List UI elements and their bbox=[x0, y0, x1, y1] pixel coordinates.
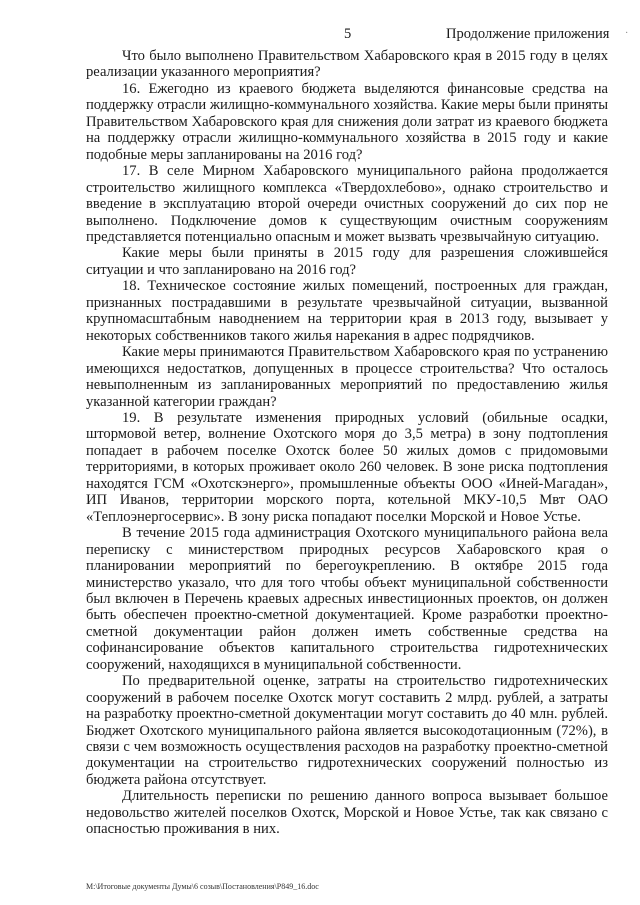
paragraph: По предварительной оценке, затраты на строительство гидротехнических сооружений в рабочем поселке Охотск могут составить 2 млрд. рублей, а затраты на разработку проектно-сметной документации могут составить до 40 млн. рублей. Бюджет Охотского муниципального района является высокодотационным (72%), в связи с чем возможность осуществления расходов на разработку проектно-сметной документации на строительство гидротехнических сооружений полностью из бюджета района отсутствует. bbox=[86, 673, 608, 788]
page-number: 5 bbox=[344, 26, 352, 42]
document-body bbox=[86, 48, 608, 838]
continuation-note: Продолжение приложения bbox=[446, 26, 610, 42]
paragraph: В течение 2015 года администрация Охотского муниципального района вела переписку с министерством природных ресурсов Хабаровского края о планировании мероприятий по берегоукреплению. В октябре 2015 года министерство указало, что для того чтобы объект муниципальной собственности был включен в Перечень краевых адресных инвестиционных проектов, он должен быть обеспечен проектно-сметной документацией. Кроме разработки проектно-сметной документации район должен иметь собственные средства на софинансирование объектов капитального строительства гидротехнических сооружений, находящихся в муниципальной собственности. bbox=[86, 525, 608, 673]
paragraph: 19. В результате изменения природных условий (обильные осадки, штормовой ветер, волнение Охотского моря до 3,5 метра) в зону подтопления попадает в рабочем поселке Охотск более 50 жилых домов с придомовыми территориями, в которых проживает около 260 человек. В зоне риска подтопления находятся ГСМ «Охотскэнерго», промышленные объекты ООО «Иней-Магадан», ИП Иванов, территории морского порта, котельной МКУ-10,5 Мвт ОАО «Теплоэнергосервис». В зону риска попадают поселки Морской и Новое Устье. bbox=[86, 409, 608, 525]
footer-file-path: M:\Итоговые документы Думы\6 созыв\Постановления\P849_16.doc bbox=[86, 882, 319, 891]
paragraph: Какие меры были приняты в 2015 году для разрешения сложившейся ситуации и что запланировано на 2016 год? bbox=[86, 245, 608, 278]
paragraph: Длительность переписки по решению данного вопроса вызывает большое недовольство жителей поселков Охотск, Морской и Новое Устье, так как связано с опасностью проживания в них. bbox=[86, 788, 608, 838]
page-header bbox=[0, 26, 640, 46]
paragraph: 16. Ежегодно из краевого бюджета выделяются финансовые средства на поддержку отрасли жилищно-коммунального хозяйства. Какие меры были приняты Правительством Хабаровского края для снижения доли затрат из краевого бюджета на поддержку отрасли жилищно-коммунального хозяйства в 2015 году и какие подобные меры запланированы на 2016 год? bbox=[86, 80, 608, 163]
paragraph: Какие меры принимаются Правительством Хабаровского края по устранению имеющихся недостатков, допущенных в процессе строительства? Что осталось невыполненным из запланированных мероприятий по предоставлению жилья указанной категории граждан? bbox=[86, 344, 608, 410]
paragraph: 17. В селе Мирном Хабаровского муниципального района продолжается строительство жилищного комплекса «Твердохлебово», однако строительство и введение в эксплуатацию второй очереди очистных сооружений до сих пор не выполнено. Подключение домов к существующим очистным сооружениям представляется потенциально опасным и может вызвать чрезвычайную ситуацию. bbox=[86, 163, 608, 245]
paragraph: 18. Техническое состояние жилых помещений, построенных для граждан, признанных пострадавшими в результате чрезвычайной ситуации, вызванной крупномасштабным наводнением на территории края в 2013 году, вызывает у некоторых собственников такого жилья нарекания в адрес подрядчиков. bbox=[86, 278, 608, 344]
paragraph: Что было выполнено Правительством Хабаровского края в 2015 году в целях реализации указанного мероприятия? bbox=[86, 48, 608, 81]
scan-artifact: · bbox=[625, 28, 629, 39]
